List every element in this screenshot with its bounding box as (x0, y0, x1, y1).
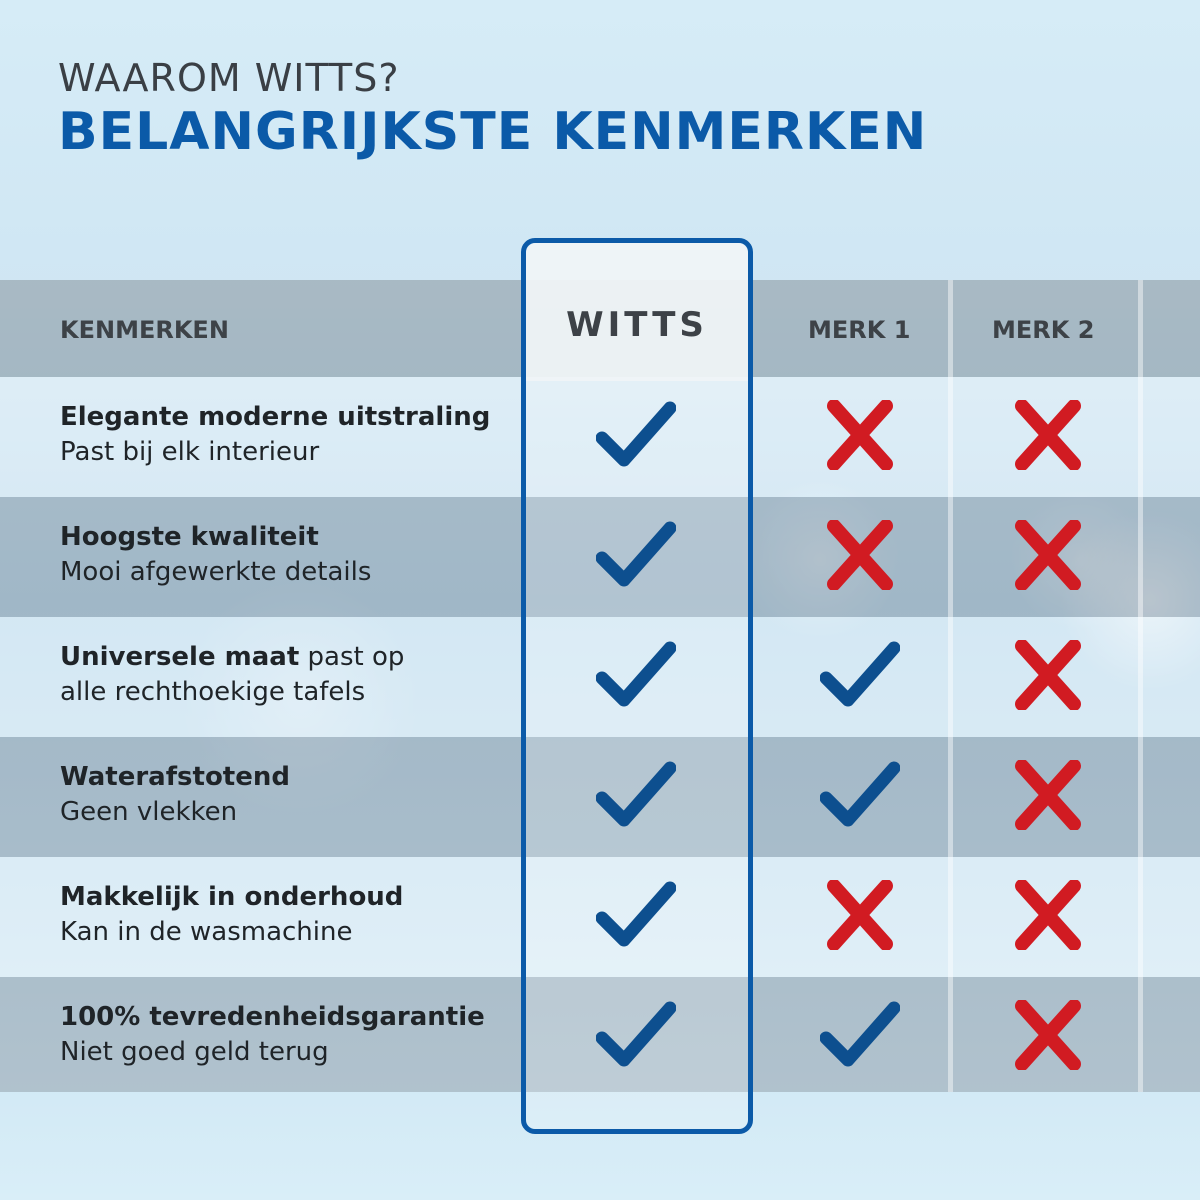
witts-header-cell (526, 243, 748, 381)
check-icon (596, 1000, 676, 1070)
feature-cell (60, 1000, 485, 1070)
feature-title: Elegante moderne uitstraling (60, 402, 491, 432)
cross-icon (1008, 400, 1088, 470)
check-icon (596, 760, 676, 830)
cross-icon (1008, 880, 1088, 950)
feature-cell (60, 640, 404, 710)
feature-title: Waterafstotend (60, 762, 290, 792)
brand1-column-header: MERK 1 (808, 316, 911, 344)
feature-subtitle: Niet goed geld terug (60, 1037, 329, 1067)
cross-icon (1008, 520, 1088, 590)
page-subtitle: WAAROM WITTS? (58, 56, 400, 100)
feature-subtitle: Kan in de wasmachine (60, 917, 353, 947)
feature-subtitle: Geen vlekken (60, 797, 238, 827)
check-icon (596, 880, 676, 950)
check-icon (596, 400, 676, 470)
column-divider (1138, 280, 1143, 1092)
feature-subtitle: Past bij elk interieur (60, 437, 320, 467)
feature-cell (60, 520, 371, 590)
check-icon (596, 520, 676, 590)
feature-title: Hoogste kwaliteit (60, 522, 319, 552)
cross-icon (820, 880, 900, 950)
feature-cell (60, 400, 490, 470)
page-title: BELANGRIJKSTE KENMERKEN (58, 102, 928, 162)
features-column-header: KENMERKEN (60, 316, 229, 344)
feature-subtitle: alle rechthoekige tafels (60, 677, 366, 707)
brand2-column-header: MERK 2 (992, 316, 1095, 344)
feature-subtitle: Mooi afgewerkte details (60, 557, 372, 587)
witts-logo: WITTS (566, 305, 708, 345)
check-icon (820, 640, 900, 710)
feature-title: 100% tevredenheidsgarantie (60, 1002, 485, 1032)
feature-title: Makkelijk in onderhoud (60, 882, 404, 912)
feature-title-suffix: past op (299, 642, 405, 672)
check-icon (820, 760, 900, 830)
cross-icon (1008, 760, 1088, 830)
feature-cell (60, 880, 403, 950)
column-divider (948, 280, 953, 1092)
check-icon (596, 640, 676, 710)
feature-title: Universele maat (60, 642, 300, 672)
cross-icon (820, 400, 900, 470)
check-icon (820, 1000, 900, 1070)
cross-icon (820, 520, 900, 590)
feature-cell (60, 760, 290, 830)
cross-icon (1008, 640, 1088, 710)
cross-icon (1008, 1000, 1088, 1070)
